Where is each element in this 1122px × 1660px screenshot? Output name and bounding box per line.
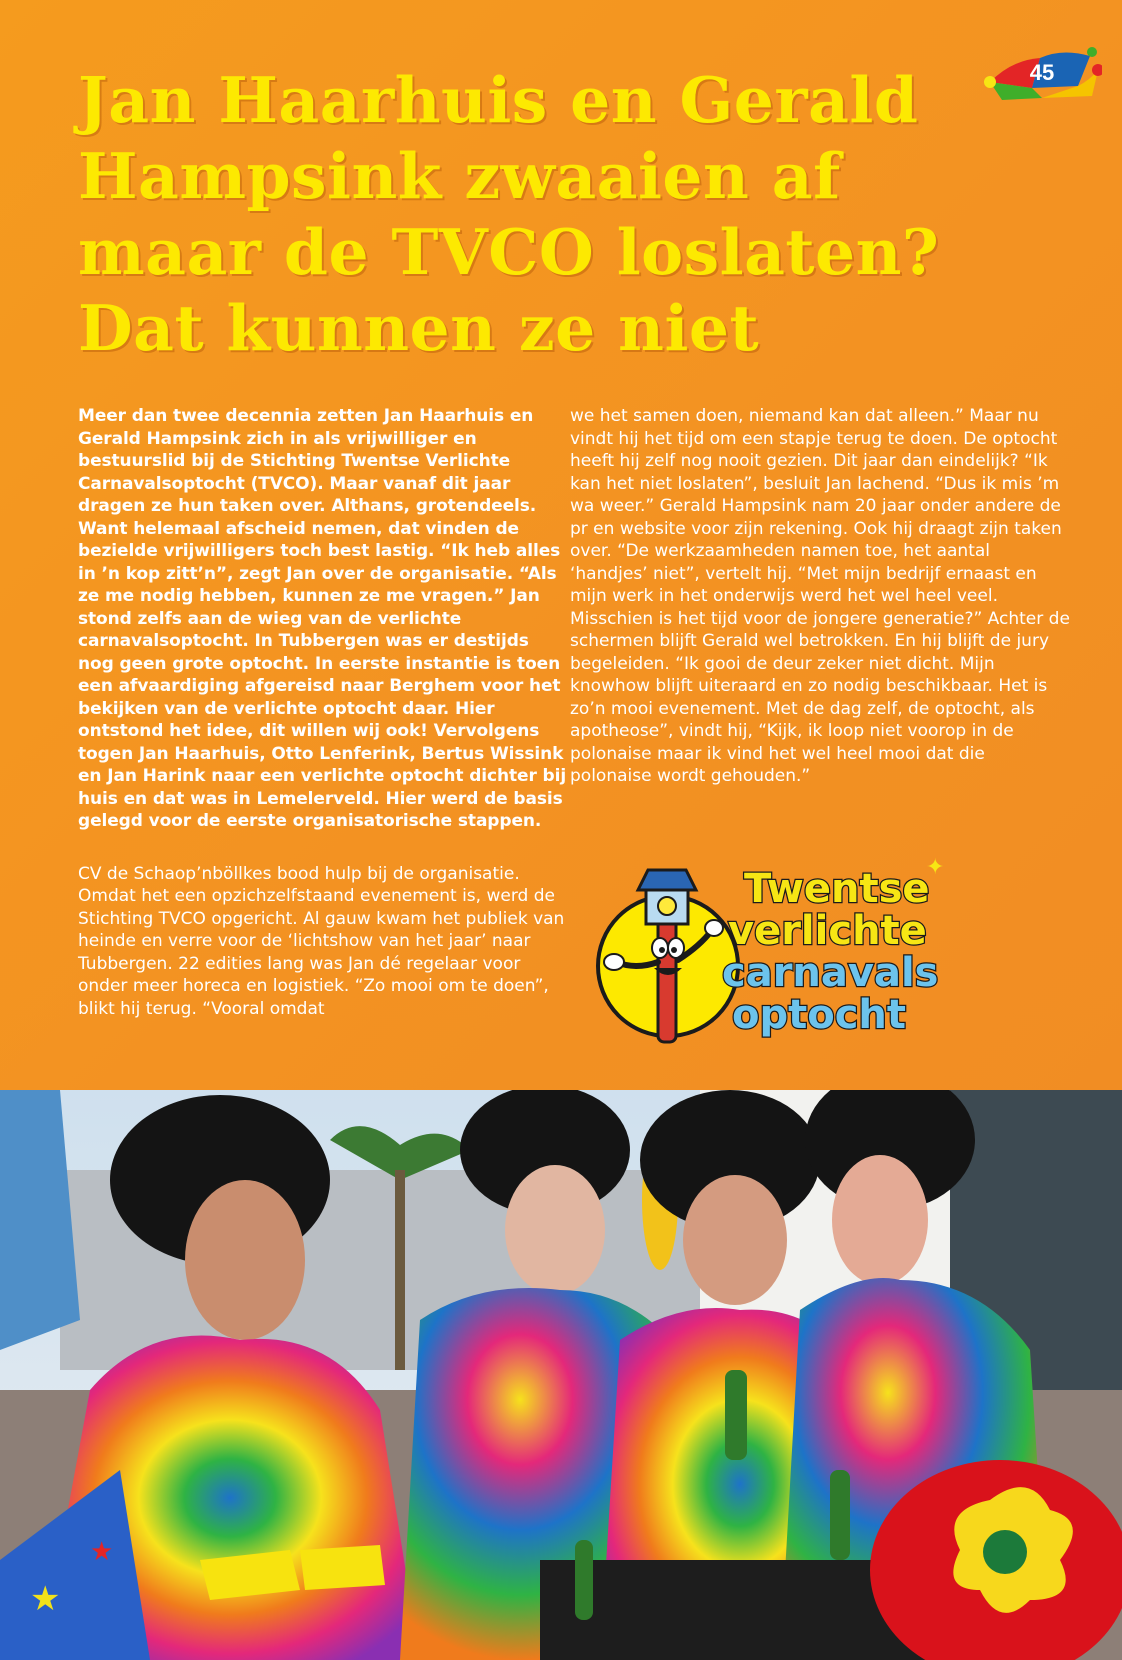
group-photo xyxy=(0,1090,1122,1660)
article-intro: Meer dan twee decennia zetten Jan Haarhuis en Gerald Hampsink zich in als vrijwilliger en bestuurslid bij de Stichting Twentse Verlichte Carnavalsoptocht (TVCO). Maar vanaf dit jaar dragen ze hun taken over. Althans, grotendeels. Want helemaal afscheid nemen, dat vinden de bezielde vrijwilligers toch best lastig. “Ik heb alles in ’n kop zitt’n”, zegt Jan over de organisatie. “Als ze me nodig hebben, kunnen ze me vragen.” Jan stond zelfs aan de wieg van de verlichte carnavalsoptocht. In Tubbergen was er destijds nog geen grote optocht. In eerste instantie is toen een afvaardiging afgereisd naar Berghem voor het bekijken van de verlichte optocht daar. Hier ontstond het idee, dit willen wij ook! Vervolgens togen Jan Haarhuis, Otto Lenferink, Bertus Wissink en Jan Harink naar een verlichte optocht dichter bij huis en dat was in Lemelerveld. Hier werd de basis gelegd voor de eerste organisatorische stappen. xyxy=(78,406,567,831)
page-number: 45 xyxy=(1029,60,1055,85)
jester-hat-icon xyxy=(982,40,1102,110)
logo-line-2: verlichte xyxy=(728,908,927,954)
article-column-left xyxy=(78,405,568,1020)
lantern-mascot-icon xyxy=(598,870,738,1042)
logo-line-1: Twentse xyxy=(744,866,930,912)
article-paragraph: we het samen doen, niemand kan dat alleen.” Maar nu vindt hij het tijd om een stapje terug te doen. De optocht heeft hij zelf nog nooit gezien. Dit jaar dan eindelijk? “Ik kan het niet loslaten”, besluit Jan lachend. “Dus ik mis ’m wa weer.” Gerald Hampsink nam 20 jaar onder andere de pr en website voor zijn rekening. Ook hij draagt zijn taken over. “De werkzaamheden namen toe, het aantal ‘handjes’ niet”, vertelt hij. “Met mijn bedrijf ernaast en mijn werk in het onderwijs werd het wel heel veel. Misschien is het tijd voor de jongere generatie?” Achter de schermen blijft Gerald wel betrokken. En hij blijft de jury begeleiden. “Ik gooi de deur zeker niet dicht. Mijn knowhow blijft uiteraard en zo nodig beschikbaar. Het is zo’n mooi evenement. Met de dag zelf, de optocht, als apotheose”, vindt hij, “Kijk, ik loop niet voorop in de polonaise maar ik vind het wel heel mooi dat die polonaise wordt gehouden.” xyxy=(570,406,1070,786)
star-icon: ★ xyxy=(30,1579,61,1619)
logo-line-3: carnavals xyxy=(722,950,939,996)
tvco-logo xyxy=(596,850,996,1050)
article-paragraph: CV de Schaop’nböllkes bood hulp bij de organisatie. Omdat het een opzichzelfstaand evenement is, werd de Stichting TVCO opgericht. Al gauw kwam het publiek van heinde en verre voor de ‘lichtshow van het jaar’ naar Tubbergen. 22 edities lang was Jan dé regelaar voor onder meer horeca en logistiek. “Zo mooi om te doen”, blikt hij terug. “Vooral omdat xyxy=(78,863,565,1019)
headline: Jan Haarhuis en Gerald Hampsink zwaaien af maar de TVCO loslaten? Dat kunnen ze niet xyxy=(78,63,940,365)
star-icon: ★ xyxy=(90,1537,114,1567)
sparkle-icon: ✦ xyxy=(926,855,945,880)
article-column-right xyxy=(570,405,1070,788)
logo-line-4: optocht xyxy=(732,992,907,1038)
